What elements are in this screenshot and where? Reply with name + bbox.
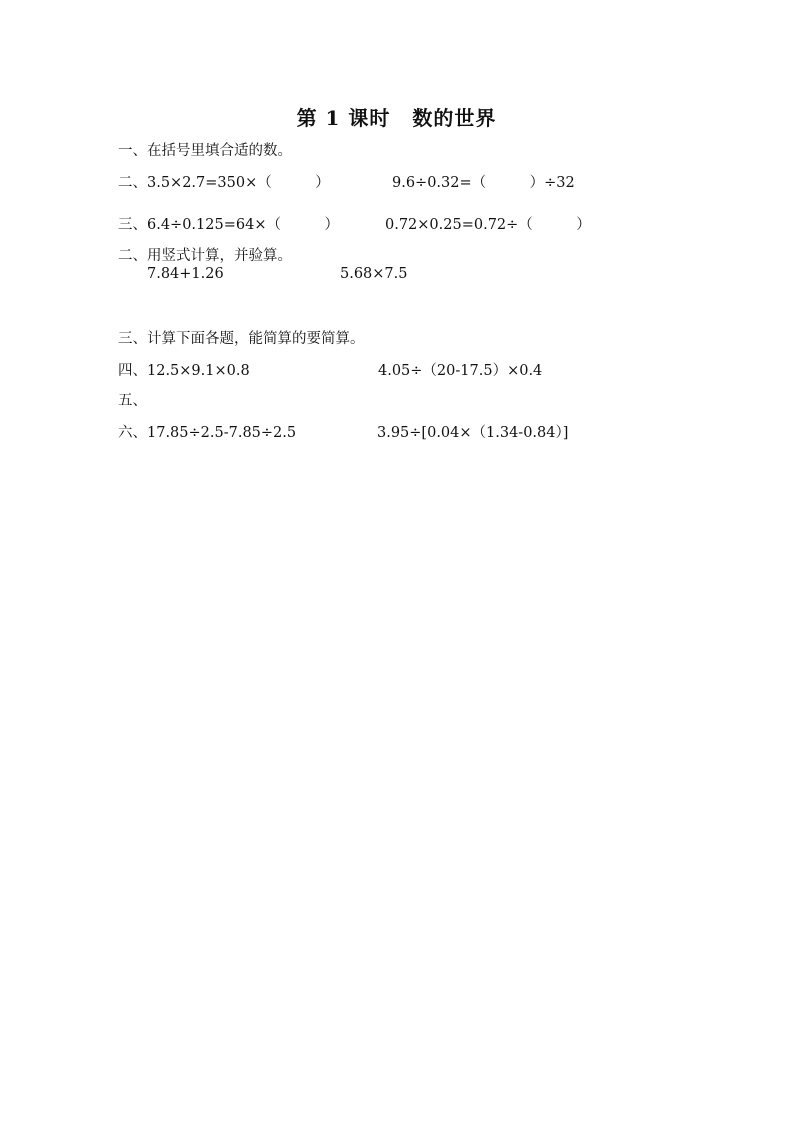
section-2-heading: 二、用竖式计算，并验算。 [118, 248, 292, 264]
problem-2b: 9.6÷0.32=（ ）÷32 [392, 175, 575, 191]
title-lesson: 第 1 课时 [296, 106, 391, 130]
problem-3a: 三、6.4÷0.125=64×（ ） [118, 217, 339, 233]
problem-5: 五、 [118, 393, 147, 409]
section-1-heading: 一、在括号里填合适的数。 [118, 143, 292, 159]
title-topic: 数的世界 [412, 106, 497, 130]
problem-6a: 六、17.85÷2.5-7.85÷2.5 [118, 425, 297, 441]
section-3-heading: 三、计算下面各题，能简算的要简算。 [118, 331, 365, 347]
page-title [0, 102, 793, 131]
problem-2a: 二、3.5×2.7=350×（ ） [118, 175, 330, 191]
problem-4b: 4.05÷（20-17.5）×0.4 [378, 363, 543, 379]
vertical-calc-1: 7.84+1.26 [147, 266, 224, 282]
problem-3b: 0.72×0.25=0.72÷（ ） [385, 217, 591, 233]
vertical-calc-2: 5.68×7.5 [340, 266, 408, 282]
problem-6b: 3.95÷[0.04×（1.34-0.84）] [377, 425, 569, 441]
problem-4a: 四、12.5×9.1×0.8 [118, 363, 250, 379]
